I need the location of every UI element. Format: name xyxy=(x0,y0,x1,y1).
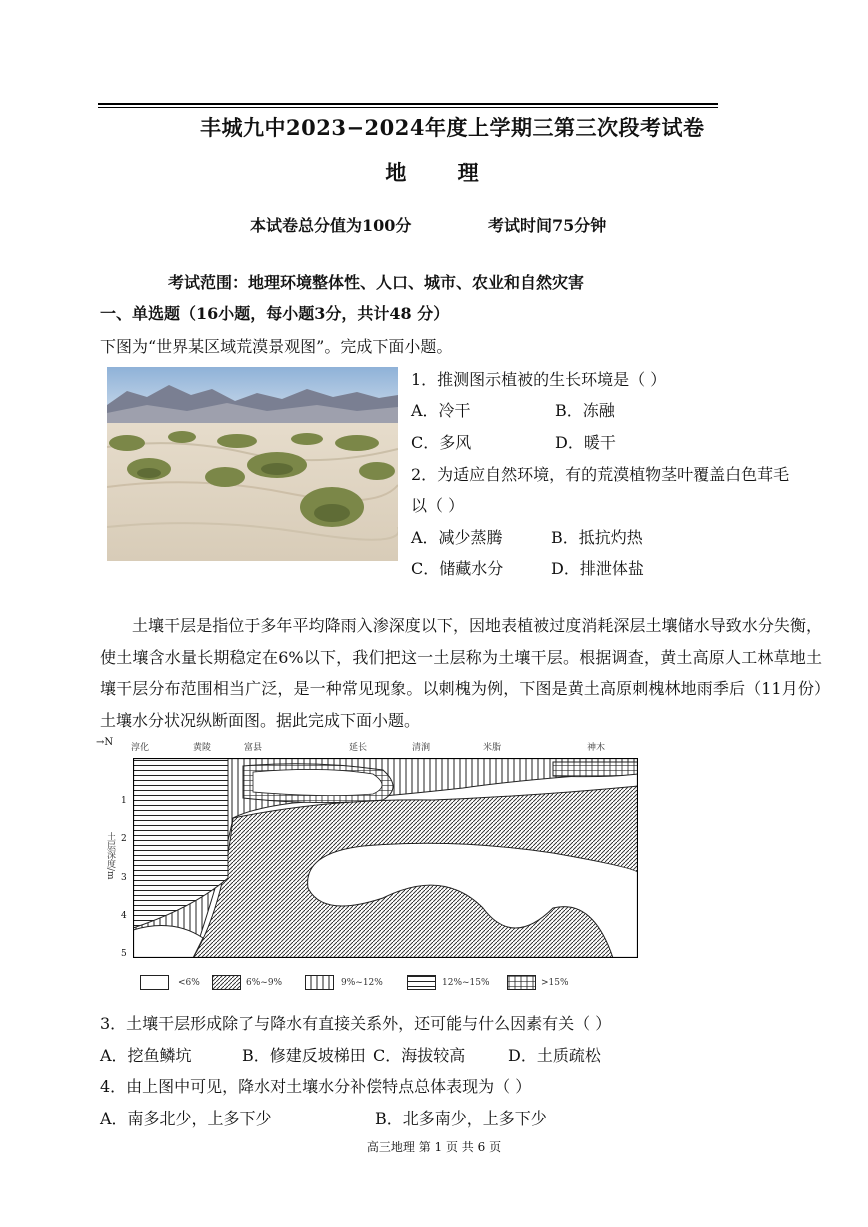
q2-option-b[interactable]: B．抵抗灼热 xyxy=(551,528,643,547)
exam-title: 丰城九中2023−2024年度上学期三第三次段考试卷 xyxy=(200,115,705,140)
section-intro: 下图为“世界某区域荒漠景观图”。完成下面小题。 xyxy=(100,337,453,356)
q3-option-b[interactable]: B．修建反坡梯田 xyxy=(242,1046,366,1065)
q2-option-c[interactable]: C．储藏水分 xyxy=(411,559,504,578)
subject-title: 地 理 xyxy=(385,160,501,185)
town-label: 黄陵 xyxy=(193,743,212,753)
q4-option-a[interactable]: A．南多北少，上多下少 xyxy=(100,1109,272,1128)
town-label: 神木 xyxy=(587,743,606,753)
y-tick: 4 xyxy=(121,911,127,921)
q3-option-d[interactable]: D．土质疏松 xyxy=(508,1046,601,1065)
q4-stem: 4．由上图中可见，降水对土壤水分补偿特点总体表现为（ ） xyxy=(100,1077,532,1096)
town-label: 米脂 xyxy=(483,743,502,753)
exam-time: 考试时间75分钟 xyxy=(488,216,607,235)
exam-scope: 考试范围：地理环境整体性、人口、城市、农业和自然灾害 xyxy=(168,273,585,292)
north-arrow-label: →N xyxy=(96,737,114,748)
q1-option-c[interactable]: C．多风 xyxy=(411,433,472,452)
page-footer: 高三地理 第 1 页 共 6 页 xyxy=(366,1140,502,1154)
q1-option-d[interactable]: D．暖干 xyxy=(555,433,616,452)
legend-label: 9%~12% xyxy=(341,978,383,988)
y-tick: 3 xyxy=(121,873,127,883)
q1-option-b[interactable]: B．冻融 xyxy=(555,401,615,420)
legend-label: >15% xyxy=(541,978,569,988)
q1-stem: 1．推测图示植被的生长环境是（ ） xyxy=(411,370,667,389)
legend-label: 12%~15% xyxy=(442,978,490,988)
town-label: 淳化 xyxy=(131,743,150,753)
town-label: 延长 xyxy=(349,743,368,753)
town-label: 富县 xyxy=(244,743,263,753)
q2-option-a[interactable]: A．减少蒸腾 xyxy=(411,528,503,547)
legend-label: <6% xyxy=(178,978,200,988)
q3-option-a[interactable]: A．挖鱼鳞坑 xyxy=(100,1046,192,1065)
total-score: 本试卷总分值为100分 xyxy=(250,216,412,235)
q2-stem-line1: 2．为适应自然环境，有的荒漠植物茎叶覆盖白色茸毛 xyxy=(411,465,790,484)
q1-option-a[interactable]: A．冷干 xyxy=(411,401,471,420)
q3-stem: 3．土壤干层形成除了与降水有直接关系外，还可能与什么因素有关（ ） xyxy=(100,1014,612,1033)
desert-landscape-photo xyxy=(107,367,398,561)
section-heading: 一、单选题（16小题，每小题3分，共计48 分） xyxy=(100,304,450,323)
soil-moisture-section xyxy=(133,758,638,958)
q3-option-c[interactable]: C．海拔较高 xyxy=(373,1046,466,1065)
passage-text: 土壤干层是指位于多年平均降雨入渗深度以下，因地表植被过度消耗深层土壤储水导致水分失衡，使土壤含水量长期稳定在6%以下，我们把这一土层称为土壤干层。根据调查，黄土高原人工林草地土壤干层分布范围相当广泛，是一种常见现象。以刺槐为例，下图是黄土高原刺槐林地雨季后（11月份）土壤水分状况纵断面图。据此完成下面小题。 xyxy=(100,616,822,730)
y-tick: 2 xyxy=(121,834,127,844)
header-rule-thick xyxy=(98,103,718,105)
q2-stem-line2: 以（ ） xyxy=(411,496,465,515)
header-rule-thin xyxy=(98,107,718,108)
y-tick: 5 xyxy=(121,949,127,959)
y-axis-label: 土层深度/m xyxy=(105,832,115,880)
y-tick: 1 xyxy=(121,796,127,806)
legend-label: 6%~9% xyxy=(246,978,283,988)
town-label: 清涧 xyxy=(412,743,431,753)
q4-option-b[interactable]: B．北多南少，上多下少 xyxy=(375,1109,547,1128)
q2-option-d[interactable]: D．排泄体盐 xyxy=(551,559,644,578)
